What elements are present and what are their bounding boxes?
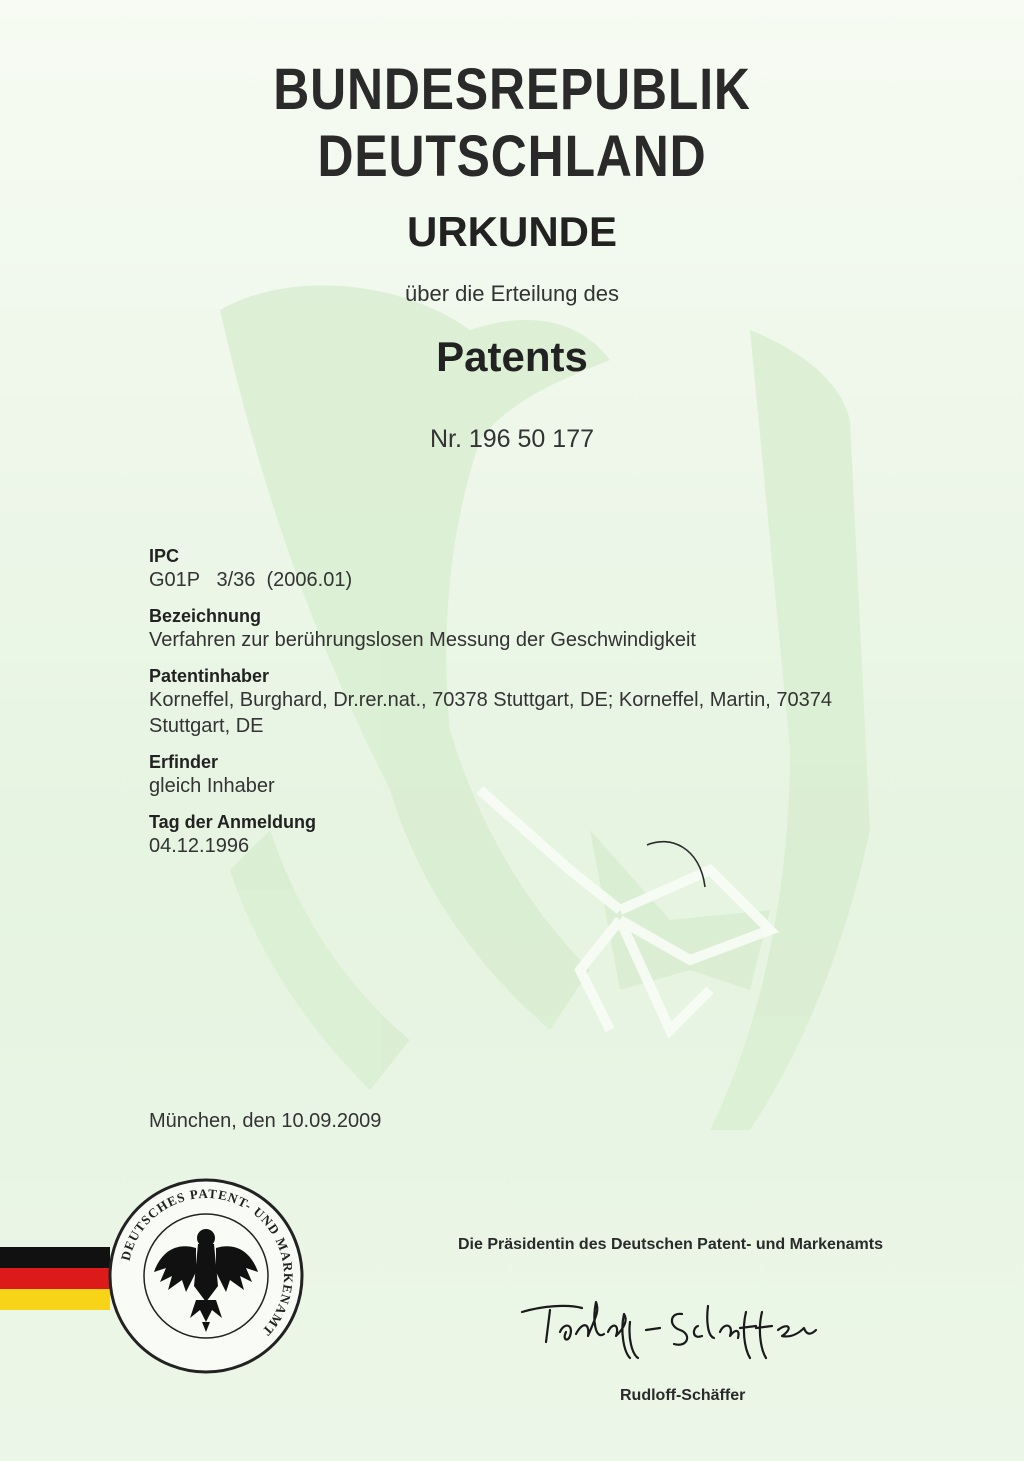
field-label: Patentinhaber bbox=[149, 666, 270, 686]
document-type: Patents bbox=[436, 333, 588, 380]
field-label: IPC bbox=[149, 546, 180, 566]
field-label: Tag der Anmeldung bbox=[149, 812, 317, 832]
document-subtitle: über die Erteilung des bbox=[404, 281, 620, 306]
field-value: G01P 3/36 (2006.01) bbox=[149, 569, 353, 591]
flag-stripe-gold bbox=[0, 1289, 110, 1310]
field-value: gleich Inhaber bbox=[149, 775, 275, 797]
german-flag-stripes bbox=[0, 1247, 110, 1310]
pen-mark bbox=[645, 835, 715, 890]
handwritten-signature bbox=[512, 1292, 852, 1362]
field-value: Korneffel, Burghard, Dr.rer.nat., 70378 Stuttgart, DE; Korneffel, Martin, 70374 Stuttgart, DE bbox=[149, 689, 832, 737]
field-bezeichnung bbox=[149, 605, 909, 653]
place-date: München, den 10.09.2009 bbox=[149, 1110, 382, 1132]
field-label: Erfinder bbox=[149, 752, 219, 772]
field-ipc bbox=[149, 545, 909, 593]
field-value: 04.12.1996 bbox=[149, 835, 250, 857]
signer-name: Rudloff-Schäffer bbox=[620, 1387, 746, 1404]
flag-stripe-red bbox=[0, 1268, 110, 1289]
field-label: Bezeichnung bbox=[149, 606, 262, 626]
country-heading: BUNDESREPUBLIK DEUTSCHLAND bbox=[273, 57, 751, 189]
federal-eagle-seal-icon bbox=[106, 1176, 306, 1376]
president-title: Die Präsidentin des Deutschen Patent- und Markenamts bbox=[458, 1236, 883, 1253]
patent-number: Nr. 196 50 177 bbox=[429, 425, 594, 453]
flag-stripe-black bbox=[0, 1247, 110, 1268]
patent-fields bbox=[149, 545, 909, 871]
field-patentinhaber bbox=[149, 665, 909, 739]
field-value: Verfahren zur berührungslosen Messung der Geschwindigkeit bbox=[149, 629, 696, 651]
document-title: URKUNDE bbox=[407, 208, 617, 255]
seal-text: DEUTSCHES PATENT- UND MARKENAMT bbox=[117, 1185, 297, 1340]
field-anmeldetag bbox=[149, 811, 909, 859]
field-erfinder bbox=[149, 751, 909, 799]
